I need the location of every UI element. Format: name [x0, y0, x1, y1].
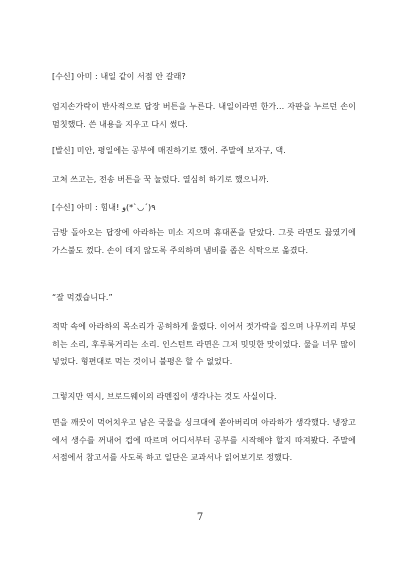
message-received-ami: [수신] 아미 : 내일 같이 서점 안 갈래?: [52, 72, 186, 81]
message-received-cheer: [수신] 아미 : 힘내! ٩(´◡`*)و: [52, 203, 156, 212]
message-sent: [발신] 미안, 평일에는 공부에 매진하기로 했어. 주말에 보자구, 댁.: [52, 146, 286, 155]
dialogue-meal: “잘 먹겠습니다.”: [52, 293, 113, 302]
paragraph-study-plan: 면을 깨끗이 먹어치우고 남은 국물을 싱크대에 쏟아버리며 아라하가 생각했다. 냉장고에서 생수를 꺼내어 컵에 따르며 어디서부터 공부를 시작해야 할지 따져봤다. 주말에 서점에서 참고서를 사도록 하고 일단은 교과서나 읽어보기로 정했다.: [52, 418, 356, 462]
paragraph-noodles: 금방 돌아오는 답장에 아라하는 미소 지으며 휴대폰을 닫았다. 그릇 라면도 끓였기에 가스불도 껐다. 손이 데지 않도록 주의하며 냄비를 좁은 식탁으로 옮겼다.: [52, 228, 356, 255]
paragraph-reply-button: 엄지손가락이 반사적으로 답장 버튼을 누른다. 내일이라면 한가… 자판을 누르던 손이 멈칫했다. 쓴 내용을 지우고 다시 썼다.: [52, 102, 356, 129]
paragraph-silence: 적막 속에 아라하의 목소리가 공허하게 울렸다. 이어서 젓가락을 집으며 나무끼리 부딪히는 소리, 후루룩거리는 소리. 인스턴트 라면은 그저 밋밋한 맛이었다. 물을 너무 많이 넣었다. 형편대로 먹는 것이니 불평은 할 수 없었다.: [52, 322, 356, 366]
page-number: 7: [196, 512, 204, 523]
paragraph-send: 고쳐 쓰고는, 전송 버튼을 꾹 눌렀다. 열심히 하기로 했으니까.: [52, 175, 269, 184]
paragraph-broadway: 그렇지만 역시, 브로드웨이의 라멘집이 생각나는 것도 사실이다.: [52, 392, 277, 401]
